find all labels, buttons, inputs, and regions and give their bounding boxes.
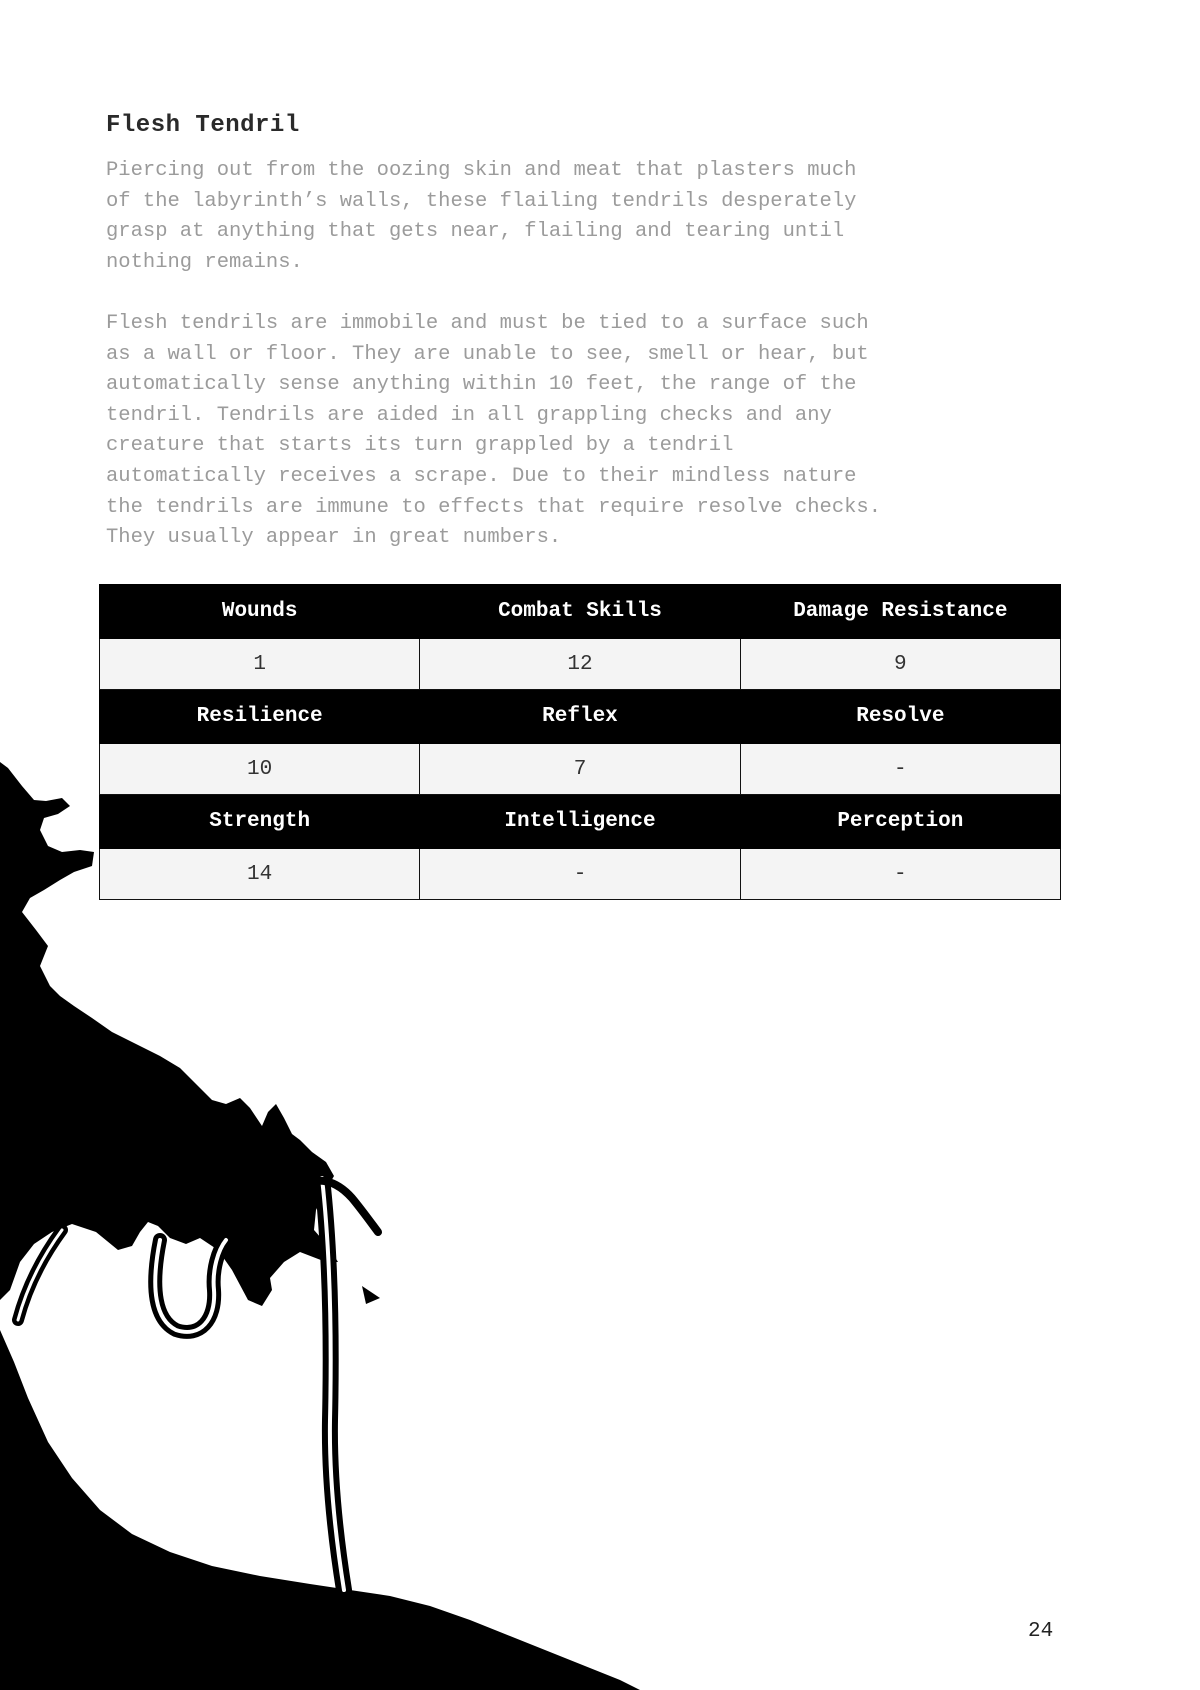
stat-value-resilience: 10	[100, 744, 420, 795]
stat-label-strength: Strength	[100, 795, 420, 849]
stats-value-row	[100, 849, 1061, 900]
stat-value-combat-skills: 12	[420, 639, 740, 690]
stat-label-damage-resistance: Damage Resistance	[740, 585, 1060, 639]
stats-header-row	[100, 795, 1061, 849]
stat-label-intelligence: Intelligence	[420, 795, 740, 849]
stat-label-wounds: Wounds	[100, 585, 420, 639]
stat-label-combat-skills: Combat Skills	[420, 585, 740, 639]
stat-label-reflex: Reflex	[420, 690, 740, 744]
stat-label-resilience: Resilience	[100, 690, 420, 744]
stats-value-row	[100, 744, 1061, 795]
stats-header-row	[100, 585, 1061, 639]
description-paragraph: Piercing out from the oozing skin and meat that plasters much of the labyrinth’s walls, these flailing tendrils desperately grasp at anything that gets near, flailing and tearing until nothing remains.	[106, 159, 857, 274]
rules-paragraph: Flesh tendrils are immobile and must be tied to a surface such as a wall or floor. They are unable to see, smell or hear, but automatically sense anything within 10 feet, the range of the tendril. Tendrils are aided in all grappling checks and any creature that starts its turn grappled by a tendril automatically receives a scrape. Due to their mindless nature the tendrils are immune to effects that require resolve checks. They usually appear in great numbers.	[106, 312, 882, 550]
stats-value-row	[100, 639, 1061, 690]
stat-value-damage-resistance: 9	[740, 639, 1060, 690]
stat-value-reflex: 7	[420, 744, 740, 795]
page-number: 24	[1028, 1620, 1054, 1643]
stat-value-perception: -	[740, 849, 1060, 900]
stat-label-perception: Perception	[740, 795, 1060, 849]
stat-label-resolve: Resolve	[740, 690, 1060, 744]
stat-value-resolve: -	[740, 744, 1060, 795]
stats-table	[99, 584, 1061, 900]
stat-value-strength: 14	[100, 849, 420, 900]
page-title: Flesh Tendril	[106, 112, 300, 139]
stat-value-wounds: 1	[100, 639, 420, 690]
stat-value-intelligence: -	[420, 849, 740, 900]
stats-header-row	[100, 690, 1061, 744]
